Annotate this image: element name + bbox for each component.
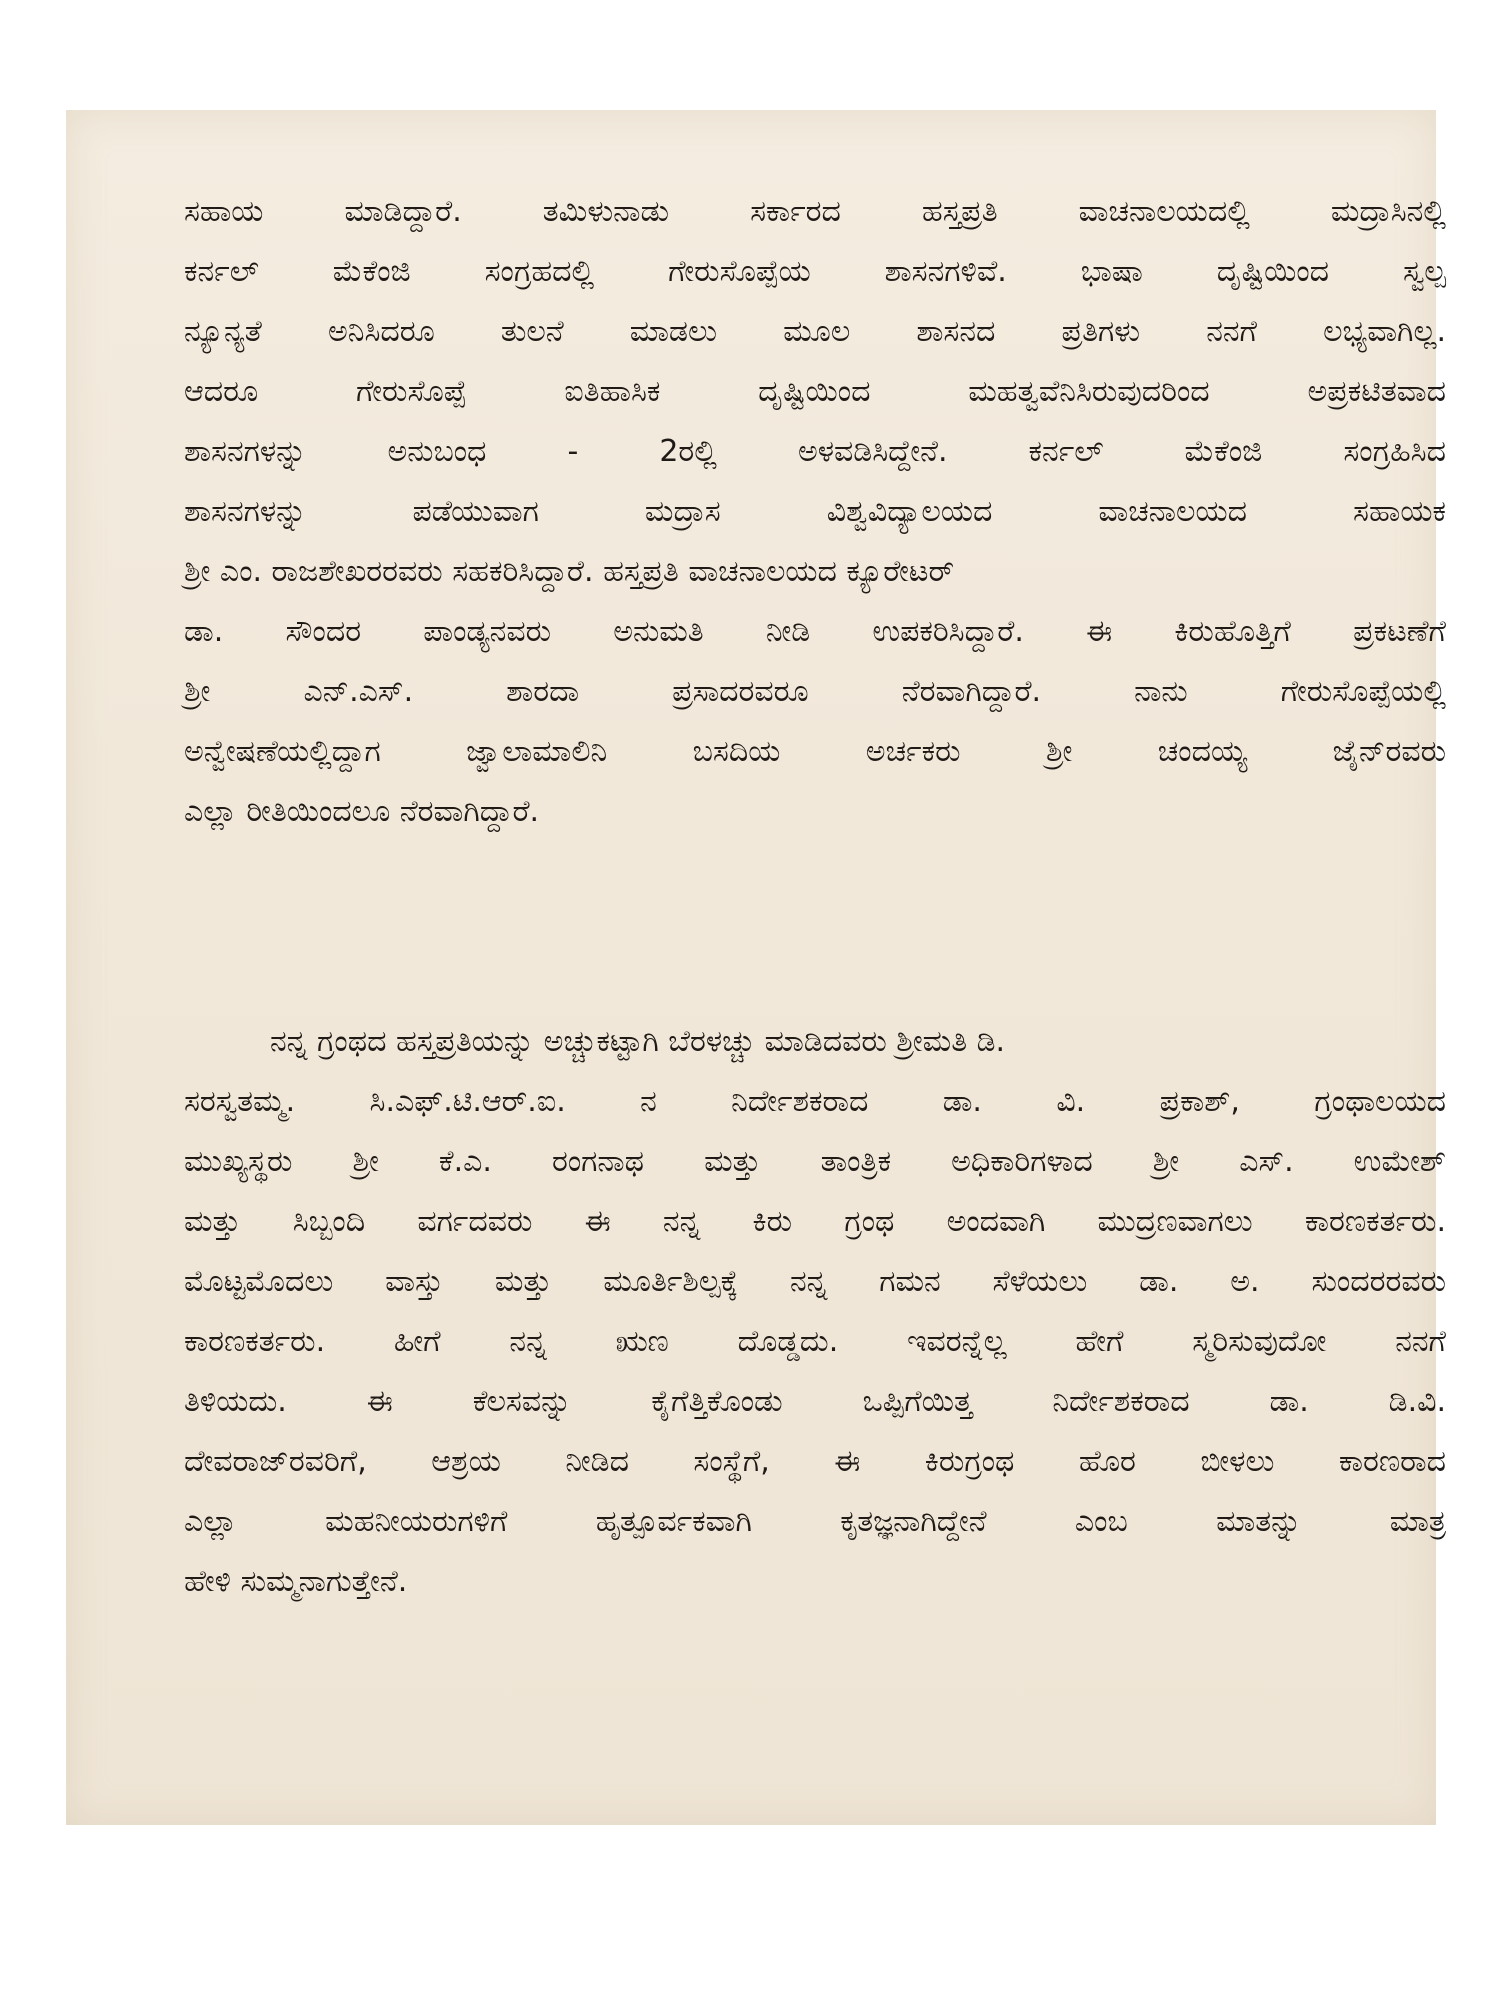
paragraph-1-line: ನ್ಯೂನ್ಯತೆ ಅನಿಸಿದರೂ ತುಲನೆ ಮಾಡಲು ಮೂಲ ಶಾಸನದ ಪ್ರತಿಗಳು ನನಗೆ ಲಭ್ಯವಾಗಿಲ್ಲ. bbox=[184, 314, 1446, 349]
paragraph-1-line: ಶ್ರೀ ಎನ್.ಎಸ್. ಶಾರದಾ ಪ್ರಸಾದರವರೂ ನೆರವಾಗಿದ್ದಾರೆ. ನಾನು ಗೇರುಸೊಪ್ಪೆಯಲ್ಲಿ bbox=[184, 674, 1446, 709]
paragraph-2-line: ನನ್ನ ಗ್ರಂಥದ ಹಸ್ತಪ್ರತಿಯನ್ನು ಅಚ್ಚುಕಟ್ಟಾಗಿ ಬೆರಳಚ್ಚು ಮಾಡಿದವರು ಶ್ರೀಮತಿ ಡಿ. bbox=[270, 1024, 1006, 1059]
paragraph-1-line: ಆದರೂ ಗೇರುಸೊಪ್ಪೆ ಐತಿಹಾಸಿಕ ದೃಷ್ಟಿಯಿಂದ ಮಹತ್ವವೆನಿಸಿರುವುದರಿಂದ ಅಪ್ರಕಟಿತವಾದ bbox=[184, 374, 1446, 409]
paragraph-2-line: ಮುಖ್ಯಸ್ಥರು ಶ್ರೀ ಕೆ.ಎ. ರಂಗನಾಥ ಮತ್ತು ತಾಂತ್ರಿಕ ಅಧಿಕಾರಿಗಳಾದ ಶ್ರೀ ಎಸ್. ಉಮೇಶ್ bbox=[184, 1144, 1446, 1179]
paragraph-1-line: ಎಲ್ಲಾ ರೀತಿಯಿಂದಲೂ ನೆರವಾಗಿದ್ದಾರೆ. bbox=[184, 794, 540, 829]
paragraph-1-line: ಶಾಸನಗಳನ್ನು ಪಡೆಯುವಾಗ ಮದ್ರಾಸ ವಿಶ್ವವಿದ್ಯಾಲಯದ ವಾಚನಾಲಯದ ಸಹಾಯಕ bbox=[184, 494, 1446, 529]
paragraph-2-line: ಎಲ್ಲಾ ಮಹನೀಯರುಗಳಿಗೆ ಹೃತ್ಪೂರ್ವಕವಾಗಿ ಕೃತಜ್ಞನಾಗಿದ್ದೇನೆ ಎಂಬ ಮಾತನ್ನು ಮಾತ್ರ bbox=[184, 1504, 1446, 1539]
paragraph-2-line: ಹೇಳಿ ಸುಮ್ಮನಾಗುತ್ತೇನೆ. bbox=[184, 1564, 408, 1599]
paragraph-1-line: ಶ್ರೀ ಎಂ. ರಾಜಶೇಖರರವರು ಸಹಕರಿಸಿದ್ದಾರೆ. ಹಸ್ತಪ್ರತಿ ವಾಚನಾಲಯದ ಕ್ಯೂರೇಟರ್ bbox=[184, 554, 955, 589]
paragraph-1-line: ಸಹಾಯ ಮಾಡಿದ್ದಾರೆ. ತಮಿಳುನಾಡು ಸರ್ಕಾರದ ಹಸ್ತಪ್ರತಿ ವಾಚನಾಲಯದಲ್ಲಿ ಮದ್ರಾಸಿನಲ್ಲಿ bbox=[184, 194, 1446, 229]
paragraph-2-line: ಕಾರಣಕರ್ತರು. ಹೀಗೆ ನನ್ನ ಋಣ ದೊಡ್ಡದು. ಇವರನ್ನೆಲ್ಲ ಹೇಗೆ ಸ್ಮರಿಸುವುದೋ ನನಗೆ bbox=[184, 1324, 1446, 1359]
paragraph-1-line: ಡಾ. ಸೌಂದರ ಪಾಂಡ್ಯನವರು ಅನುಮತಿ ನೀಡಿ ಉಪಕರಿಸಿದ್ದಾರೆ. ಈ ಕಿರುಹೊತ್ತಿಗೆ ಪ್ರಕಟಣೆಗೆ bbox=[184, 614, 1446, 649]
paragraph-1-line: ಅನ್ವೇಷಣೆಯಲ್ಲಿದ್ದಾಗ ಜ್ವಾಲಾಮಾಲಿನಿ ಬಸದಿಯ ಅರ್ಚಕರು ಶ್ರೀ ಚಂದಯ್ಯ ಜೈನ್‌ರವರು bbox=[184, 734, 1446, 769]
paragraph-1-line: ಶಾಸನಗಳನ್ನು ಅನುಬಂಧ - 2ರಲ್ಲಿ ಅಳವಡಿಸಿದ್ದೇನೆ. ಕರ್ನಲ್ ಮೆಕೆಂಜಿ ಸಂಗ್ರಹಿಸಿದ bbox=[184, 434, 1446, 469]
paragraph-2-line: ಮತ್ತು ಸಿಬ್ಬಂದಿ ವರ್ಗದವರು ಈ ನನ್ನ ಕಿರು ಗ್ರಂಥ ಅಂದವಾಗಿ ಮುದ್ರಣವಾಗಲು ಕಾರಣಕರ್ತರು. bbox=[184, 1204, 1446, 1239]
paragraph-2-line: ಸರಸ್ವತಮ್ಮ. ಸಿ.ಎಫ್.ಟಿ.ಆರ್.ಐ. ನ ನಿರ್ದೇಶಕರಾದ ಡಾ. ವಿ. ಪ್ರಕಾಶ್, ಗ್ರಂಥಾಲಯದ bbox=[184, 1084, 1446, 1119]
scanned-page bbox=[66, 110, 1446, 1825]
paragraph-1-line: ಕರ್ನಲ್ ಮೆಕೆಂಜಿ ಸಂಗ್ರಹದಲ್ಲಿ ಗೇರುಸೊಪ್ಪೆಯ ಶಾಸನಗಳಿವೆ. ಭಾಷಾ ದೃಷ್ಟಿಯಿಂದ ಸ್ವಲ್ಪ bbox=[184, 254, 1446, 289]
paragraph-2-line: ಮೊಟ್ಟಮೊದಲು ವಾಸ್ತು ಮತ್ತು ಮೂರ್ತಿಶಿಲ್ಪಕ್ಕೆ ನನ್ನ ಗಮನ ಸೆಳೆಯಲು ಡಾ. ಅ. ಸುಂದರರವರು bbox=[184, 1264, 1446, 1299]
paragraph-2-line: ತಿಳಿಯದು. ಈ ಕೆಲಸವನ್ನು ಕೈಗೆತ್ತಿಕೊಂಡು ಒಪ್ಪಿಗೆಯಿತ್ತ ನಿರ್ದೇಶಕರಾದ ಡಾ. ಡಿ.ವಿ. bbox=[184, 1384, 1446, 1419]
paragraph-2-line: ದೇವರಾಜ್‌ರವರಿಗೆ, ಆಶ್ರಯ ನೀಡಿದ ಸಂಸ್ಥೆಗೆ, ಈ ಕಿರುಗ್ರಂಥ ಹೊರ ಬೀಳಲು ಕಾರಣರಾದ bbox=[184, 1444, 1446, 1479]
